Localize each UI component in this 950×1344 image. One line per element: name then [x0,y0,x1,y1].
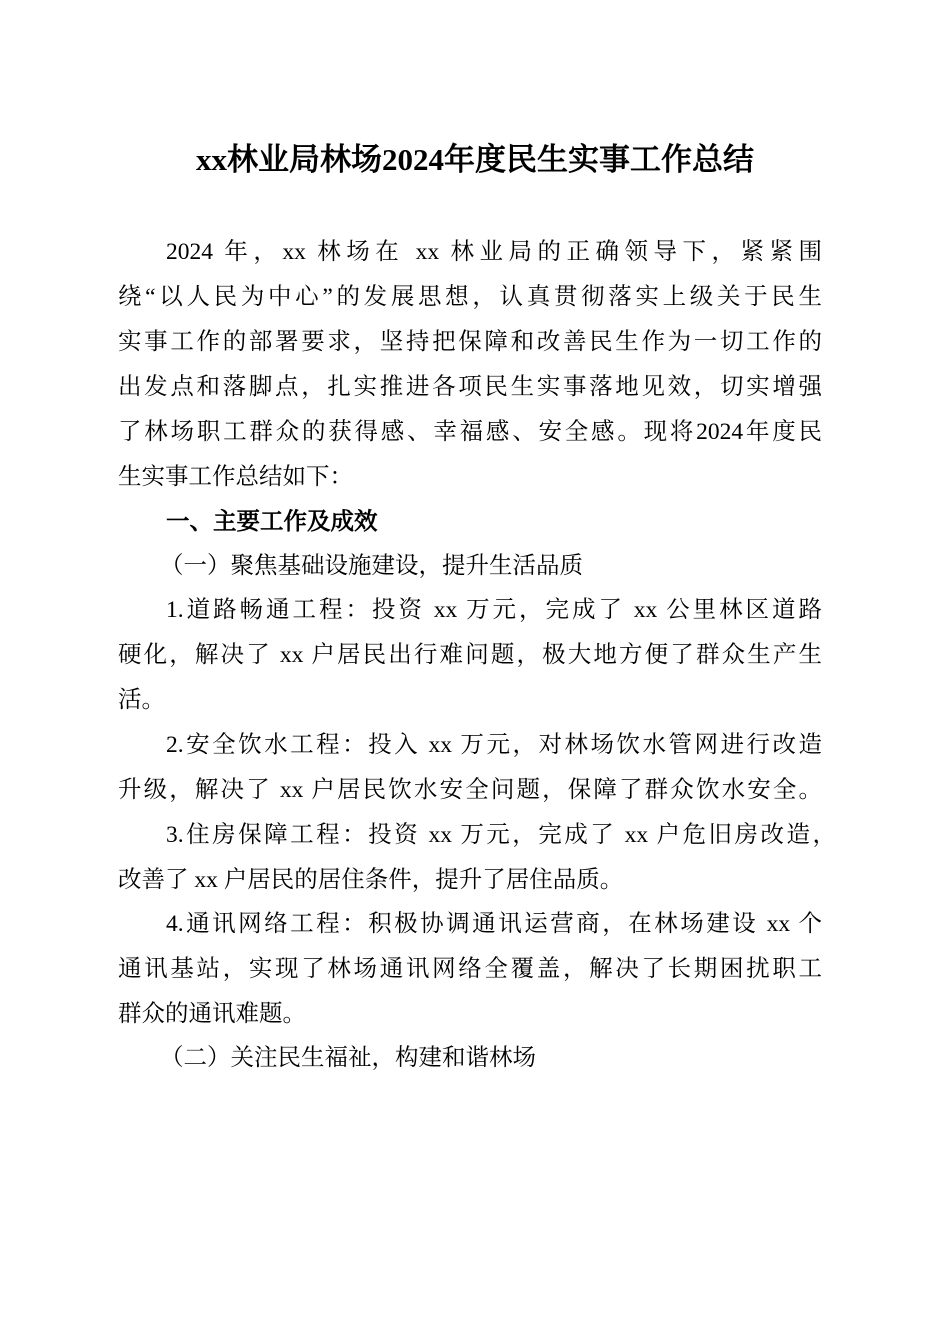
subsection-heading: （一）聚焦基础设施建设，提升生活品质 [160,553,583,579]
paragraph-line: 2024 年，xx 林场在 xx 林业局的正确领导下，紧紧围 [166,239,822,265]
subsection-heading: （二）关注民生福祉，构建和谐林场 [160,1045,536,1071]
paragraph-line: 硬化，解决了 xx 户居民出行难问题，极大地方便了群众生产生 [118,642,822,668]
paragraph-line: 实事工作的部署要求，坚持把保障和改善民生作为一切工作的 [118,329,822,355]
paragraph-line: 生实事工作总结如下： [118,464,353,490]
paragraph-line: 活。 [118,687,165,713]
paragraph-line: 绕“以人民为中心”的发展思想，认真贯彻落实上级关于民生 [118,284,822,310]
paragraph-line: 了林场职工群众的获得感、幸福感、安全感。现将2024年度民 [118,419,822,445]
paragraph-line: 升级，解决了 xx 户居民饮水安全问题，保障了群众饮水安全。 [118,777,822,803]
paragraph-line: 改善了 xx 户居民的居住条件，提升了居住品质。 [118,867,624,893]
paragraph-line: 4.通讯网络工程：积极协调通讯运营商，在林场建设 xx 个 [166,911,822,937]
document-title: xx林业局林场2024年度民生实事工作总结 [196,142,754,177]
paragraph-line: 3.住房保障工程：投资 xx 万元，完成了 xx 户危旧房改造， [166,822,836,848]
section-heading: 一、主要工作及成效 [166,509,378,535]
paragraph-line: 2.安全饮水工程：投入 xx 万元，对林场饮水管网进行改造 [166,732,822,758]
paragraph-line: 群众的通讯难题。 [118,1001,306,1027]
paragraph-line: 出发点和落脚点，扎实推进各项民生实事落地见效，切实增强 [118,374,822,400]
paragraph-line: 1.道路畅通工程：投资 xx 万元，完成了 xx 公里林区道路 [166,597,822,623]
paragraph-line: 通讯基站，实现了林场通讯网络全覆盖，解决了长期困扰职工 [118,956,822,982]
